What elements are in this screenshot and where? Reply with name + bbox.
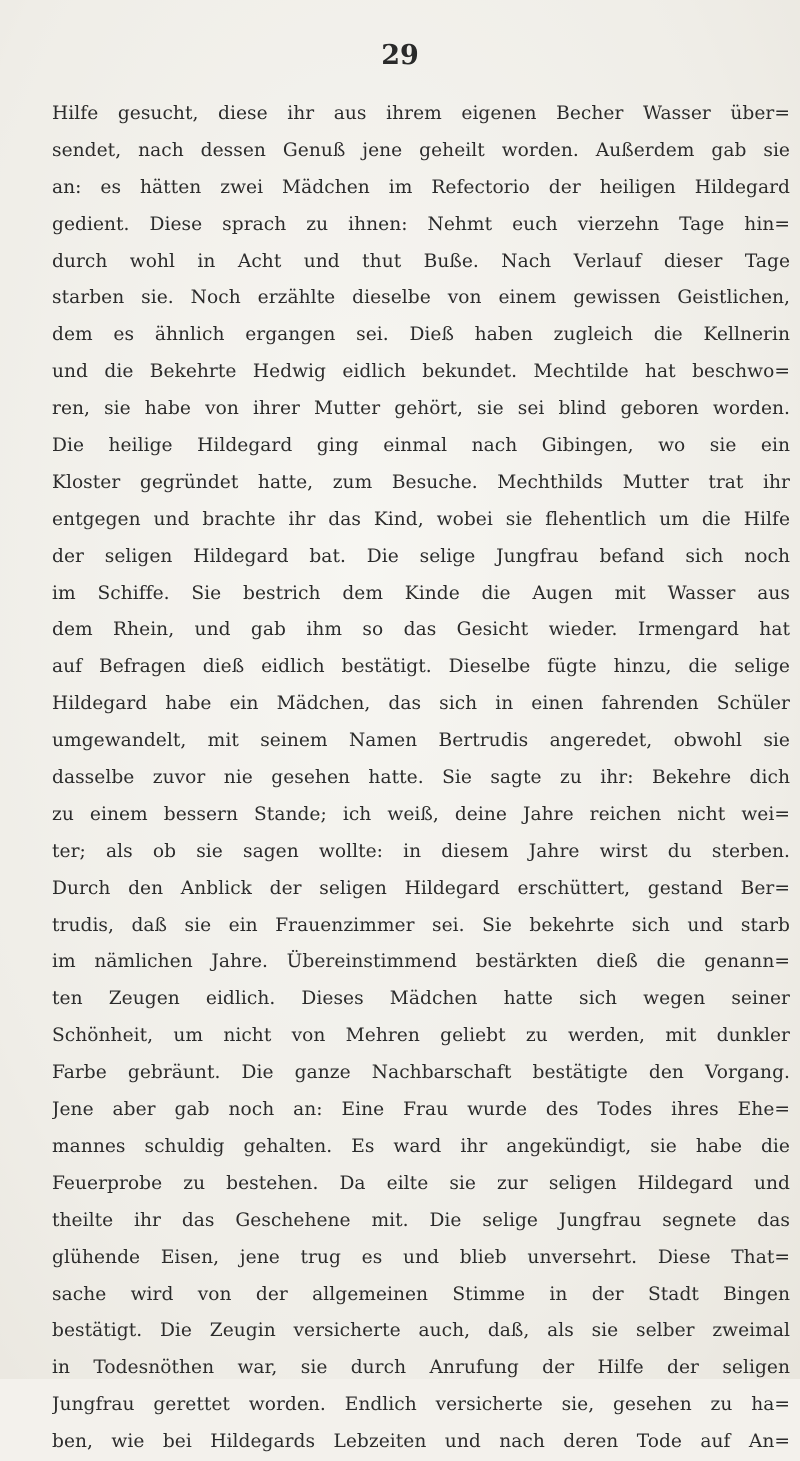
page-number: 29 — [381, 40, 419, 71]
text-line: ben, wie bei Hildegards Lebzeiten und nach deren Tode auf An= — [52, 1431, 790, 1453]
text-line: Jungfrau gerettet worden. Endlich versicherte sie, gesehen zu ha= — [52, 1394, 790, 1416]
text-line: dem Rhein, und gab ihm so das Gesicht wieder. Irmengard hat — [52, 619, 790, 641]
text-line: ter; als ob sie sagen wollte: in diesem Jahre wirst du sterben. — [52, 840, 790, 862]
text-line: glühende Eisen, jene trug es und blieb unversehrt. Diese That= — [52, 1246, 790, 1268]
text-line: im nämlichen Jahre. Übereinstimmend bestärkten dieß die genann= — [52, 951, 790, 973]
text-line: ren, sie habe von ihrer Mutter gehört, sie sei blind geboren worden. — [52, 398, 790, 420]
text-line: mannes schuldig gehalten. Es ward ihr angekündigt, sie habe die — [52, 1135, 790, 1157]
text-line: Kloster gegründet hatte, zum Besuche. Mechthilds Mutter trat ihr — [52, 471, 790, 493]
text-line: zu einem bessern Stande; ich weiß, deine Jahre reichen nicht wei= — [52, 803, 790, 825]
text-line: im Schiffe. Sie bestrich dem Kinde die Augen mit Wasser aus — [52, 582, 790, 604]
text-line: sendet, nach dessen Genuß jene geheilt worden. Außerdem gab sie — [52, 139, 790, 161]
text-line: und die Bekehrte Hedwig eidlich bekundet. Mechtilde hat beschwo= — [52, 361, 790, 383]
text-line: umgewandelt, mit seinem Namen Bertrudis angeredet, obwohl sie — [52, 730, 790, 752]
text-line: der seligen Hildegard bat. Die selige Jungfrau befand sich noch — [52, 545, 790, 567]
text-line: Jene aber gab noch an: Eine Frau wurde des Todes ihres Ehe= — [52, 1099, 790, 1121]
text-line: in Todesnöthen war, sie durch Anrufung der Hilfe der seligen — [52, 1357, 790, 1379]
text-line: bestätigt. Die Zeugin versicherte auch, daß, als sie selber zweimal — [52, 1320, 790, 1342]
text-line: auf Befragen dieß eidlich bestätigt. Dieselbe fügte hinzu, die selige — [52, 656, 790, 678]
text-line: durch wohl in Acht und thut Buße. Nach Verlauf dieser Tage — [52, 250, 790, 272]
text-line: entgegen und brachte ihr das Kind, wobei sie flehentlich um die Hilfe — [52, 508, 790, 530]
text-line: Durch den Anblick der seligen Hildegard erschüttert, gestand Ber= — [52, 877, 790, 899]
text-line: an: es hätten zwei Mädchen im Refectorio der heiligen Hildegard — [52, 176, 790, 198]
text-line: sache wird von der allgemeinen Stimme in der Stadt Bingen — [52, 1283, 790, 1305]
text-line: starben sie. Noch erzählte dieselbe von einem gewissen Geistlichen, — [52, 287, 790, 309]
text-line: Schönheit, um nicht von Mehren geliebt zu werden, mit dunkler — [52, 1025, 790, 1047]
text-line: ten Zeugen eidlich. Dieses Mädchen hatte sich wegen seiner — [52, 988, 790, 1010]
text-line: trudis, daß sie ein Frauenzimmer sei. Sie bekehrte sich und starb — [52, 914, 790, 936]
text-line: Farbe gebräunt. Die ganze Nachbarschaft bestätigte den Vorgang. — [52, 1062, 790, 1084]
text-line: dem es ähnlich ergangen sei. Dieß haben zugleich die Kellnerin — [52, 324, 790, 346]
text-line: dasselbe zuvor nie gesehen hatte. Sie sagte zu ihr: Bekehre dich — [52, 767, 790, 789]
text-line: Hilfe gesucht, diese ihr aus ihrem eigenen Becher Wasser über= — [52, 103, 790, 124]
text-line: Hildegard habe ein Mädchen, das sich in einen fahrenden Schüler — [52, 693, 790, 715]
text-line: theilte ihr das Geschehene mit. Die selige Jungfrau segnete das — [52, 1209, 790, 1231]
body-text — [52, 96, 790, 1461]
text-line: Feuerprobe zu bestehen. Da eilte sie zur seligen Hildegard und — [52, 1172, 790, 1194]
text-line: gedient. Diese sprach zu ihnen: Nehmt euch vierzehn Tage hin= — [52, 213, 790, 235]
text-line: Die heilige Hildegard ging einmal nach Gibingen, wo sie ein — [52, 435, 790, 457]
